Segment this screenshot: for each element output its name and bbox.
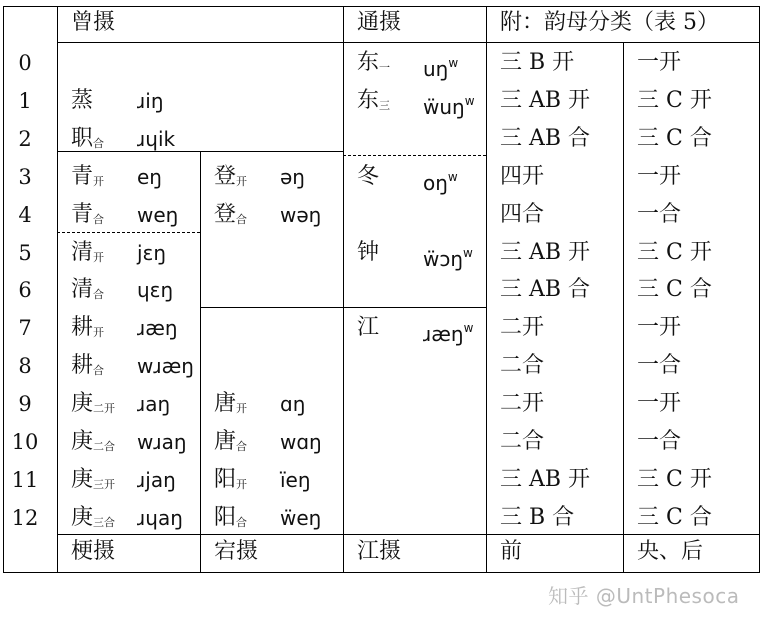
ipa-transcription: ɹɥaŋ xyxy=(137,505,183,530)
deng-dang-rule xyxy=(200,307,486,308)
labialization-mark: w xyxy=(463,245,473,260)
row-number: 0 xyxy=(18,51,32,75)
header-zeng: 曾摄 xyxy=(71,10,116,35)
geng-char xyxy=(71,391,115,422)
col-rule-5 xyxy=(623,42,624,573)
rhyme-qualifier: 三开 xyxy=(93,477,116,491)
rhyme-qualifier: 一 xyxy=(379,61,391,74)
ipa-transcription: ẅɔŋ xyxy=(423,246,464,271)
ipa-transcription: ɹiŋ xyxy=(137,88,164,113)
rhyme-character: 江 xyxy=(357,315,380,341)
ipa-transcription: ɑŋ xyxy=(280,392,306,417)
rhyme-character: 蒸 xyxy=(71,87,94,113)
class-front-cell: 三 AB 合 xyxy=(500,125,591,151)
rhyme-qualifier: 合 xyxy=(93,364,105,378)
tong-dashed-rule xyxy=(343,155,486,156)
class-back-cell: 一合 xyxy=(637,353,682,379)
ipa-transcription: eŋ xyxy=(137,164,162,189)
class-back-cell: 一合 xyxy=(637,429,682,454)
footer-geng: 梗摄 xyxy=(71,539,116,564)
rhyme-character: 耕 xyxy=(71,353,94,379)
col-rule-3 xyxy=(343,6,344,573)
rhyme-character: 庚 xyxy=(71,429,94,454)
geng-char xyxy=(71,505,115,536)
geng-char xyxy=(71,240,104,271)
ipa-transcription: ɹaŋ xyxy=(137,392,171,417)
class-front-cell: 四合 xyxy=(500,201,545,227)
rhyme-character: 唐 xyxy=(214,429,237,454)
geng-ipa xyxy=(137,202,178,228)
ipa-transcription: weŋ xyxy=(137,202,179,227)
class-back-cell: 三 C 开 xyxy=(637,87,712,113)
class-back-cell: 一开 xyxy=(637,50,682,75)
labialization-mark: w xyxy=(447,169,458,184)
rhyme-character: 青 xyxy=(71,201,94,227)
ipa-transcription: əŋ xyxy=(280,164,305,189)
deng-ipa xyxy=(280,164,305,190)
geng-ipa xyxy=(137,391,170,417)
rhyme-character: 耕 xyxy=(71,315,94,341)
ipa-transcription: ïeŋ xyxy=(280,467,311,492)
ipa-transcription: ɹæŋ xyxy=(423,322,464,347)
geng-char xyxy=(71,353,104,384)
tong-char xyxy=(357,240,379,266)
class-front-cell: 三 B 合 xyxy=(500,504,575,530)
rhyme-qualifier: 合 xyxy=(236,212,248,226)
header-tong: 通摄 xyxy=(357,10,402,35)
rhyme-qualifier: 开 xyxy=(93,250,105,264)
tong-ipa xyxy=(423,315,473,347)
header-rule xyxy=(57,42,760,43)
dang-ipa xyxy=(280,391,305,417)
class-back-cell: 一合 xyxy=(637,201,682,227)
footer-dang: 宕摄 xyxy=(214,539,259,564)
rhyme-character: 钟 xyxy=(357,239,380,265)
zeng-ipa xyxy=(137,88,164,114)
class-front-cell: 三 AB 开 xyxy=(500,466,591,492)
ipa-transcription: uŋ xyxy=(423,57,449,81)
geng-char xyxy=(71,164,104,195)
rhyme-qualifier: 开 xyxy=(236,174,248,188)
rhyme-character: 登 xyxy=(214,201,237,227)
row-number: 8 xyxy=(18,354,32,379)
class-front-cell: 二开 xyxy=(500,391,545,417)
footer-central-back: 央、后 xyxy=(637,539,704,564)
row-number: 4 xyxy=(18,202,32,227)
ipa-transcription: ɹɥik xyxy=(137,126,176,151)
class-back-cell: 三 C 合 xyxy=(637,125,712,151)
rhyme-qualifier: 合 xyxy=(236,515,248,529)
footer-jiang: 江摄 xyxy=(357,539,402,564)
class-front-cell: 三 B 开 xyxy=(500,50,575,75)
tong-char xyxy=(357,88,390,119)
rhyme-character: 东 xyxy=(357,87,380,113)
class-front-cell: 二合 xyxy=(500,353,545,379)
dang-ipa xyxy=(280,505,321,531)
geng-ipa xyxy=(137,467,176,493)
class-back-cell: 一开 xyxy=(637,315,682,341)
ipa-transcription: wɑŋ xyxy=(280,430,322,454)
geng-char xyxy=(71,202,104,233)
ipa-transcription: ẅuŋ xyxy=(423,94,465,119)
class-front-cell: 二合 xyxy=(500,429,545,454)
row-number: 2 xyxy=(18,126,32,151)
class-back-cell: 三 C 开 xyxy=(637,239,712,265)
deng-char xyxy=(214,164,247,195)
row-number: 1 xyxy=(18,88,32,113)
footer-rule xyxy=(57,534,760,535)
geng-char xyxy=(71,467,115,498)
deng-char xyxy=(214,202,247,233)
rhyme-character: 东 xyxy=(357,50,380,75)
class-back-cell: 一开 xyxy=(637,163,682,189)
rhyme-character: 庚 xyxy=(71,391,94,417)
header-appendix: 附：韵母分类（表 5） xyxy=(500,10,719,35)
class-front-cell: 三 AB 开 xyxy=(500,239,591,265)
rhyme-qualifier: 合 xyxy=(93,136,105,150)
geng-ipa xyxy=(137,277,173,303)
geng-char xyxy=(71,277,104,308)
rhyme-character: 清 xyxy=(71,277,94,303)
tong-ipa xyxy=(423,240,473,272)
tong-char xyxy=(357,50,390,81)
deng-ipa xyxy=(280,202,321,228)
rhyme-qualifier: 二合 xyxy=(93,440,116,453)
col-rule-4 xyxy=(486,6,487,573)
rhyme-qualifier: 合 xyxy=(93,212,105,226)
rhyme-character: 唐 xyxy=(214,391,237,417)
dang-char xyxy=(214,391,247,422)
dang-char xyxy=(214,505,247,536)
ipa-transcription: ẅeŋ xyxy=(280,505,322,530)
footer-front: 前 xyxy=(500,539,523,564)
zeng-char xyxy=(71,126,104,157)
geng-ipa xyxy=(137,505,183,531)
row-number: 5 xyxy=(18,240,32,265)
col-rule-2 xyxy=(200,151,201,573)
ipa-transcription: wɹæŋ xyxy=(137,354,194,379)
tong-ipa xyxy=(423,88,475,120)
rhyme-qualifier: 开 xyxy=(93,174,105,188)
geng-ipa xyxy=(137,353,194,379)
labialization-mark: w xyxy=(448,56,459,70)
row-number: 12 xyxy=(11,505,39,530)
row-number: 7 xyxy=(18,316,32,341)
watermark: 知乎 @UntPhesoca xyxy=(548,584,740,608)
ipa-transcription: oŋ xyxy=(423,170,448,195)
rhyme-qualifier: 开 xyxy=(236,402,248,416)
row-number: 10 xyxy=(11,430,39,454)
ipa-transcription: ɥɛŋ xyxy=(137,278,174,303)
rhyme-character: 庚 xyxy=(71,466,94,492)
rhyme-character: 庚 xyxy=(71,504,94,530)
rhyme-qualifier: 开 xyxy=(236,477,248,491)
class-front-cell: 四开 xyxy=(500,163,545,189)
ipa-transcription: ɹjaŋ xyxy=(137,467,176,492)
rhyme-qualifier: 三合 xyxy=(93,515,116,529)
labialization-mark: w xyxy=(464,93,475,108)
tong-ipa xyxy=(423,164,458,196)
rhyme-character: 阳 xyxy=(214,504,237,530)
class-front-cell: 三 AB 开 xyxy=(500,87,591,113)
rhyme-qualifier: 合 xyxy=(93,288,105,302)
rhyme-qualifier: 开 xyxy=(93,326,105,340)
col-rule-1 xyxy=(57,6,58,573)
geng-ipa xyxy=(137,315,178,341)
table-border-top xyxy=(3,6,760,7)
row-number: 9 xyxy=(18,392,32,417)
row-number: 11 xyxy=(11,467,39,492)
dang-ipa xyxy=(280,467,311,493)
dang-ipa xyxy=(280,429,322,455)
rhyme-qualifier: 合 xyxy=(236,440,248,453)
class-front-cell: 三 AB 合 xyxy=(500,277,591,303)
rhyme-qualifier: 二开 xyxy=(93,402,116,416)
ipa-transcription: wəŋ xyxy=(280,202,322,227)
row-number: 6 xyxy=(18,278,32,303)
geng-ipa xyxy=(137,429,187,455)
dang-char xyxy=(214,429,247,460)
dang-char xyxy=(214,467,247,498)
rhyme-character: 清 xyxy=(71,239,94,265)
class-back-cell: 三 C 开 xyxy=(637,466,712,492)
class-back-cell: 一开 xyxy=(637,391,682,417)
tong-char xyxy=(357,315,379,341)
geng-ipa xyxy=(137,240,166,266)
tong-ipa xyxy=(423,50,458,82)
rhyme-character: 阳 xyxy=(214,466,237,492)
zeng-char xyxy=(71,88,93,114)
ipa-transcription: jɛŋ xyxy=(137,240,167,265)
ipa-transcription: wɹaŋ xyxy=(137,430,187,454)
rhyme-table xyxy=(3,6,760,573)
table-border-bottom xyxy=(3,572,760,573)
geng-char xyxy=(71,315,104,346)
rhyme-character: 青 xyxy=(71,163,94,189)
class-front-cell: 二开 xyxy=(500,315,545,341)
rhyme-character: 职 xyxy=(71,125,94,151)
class-back-cell: 三 C 合 xyxy=(637,504,712,530)
zeng-ipa xyxy=(137,126,175,152)
row-number: 3 xyxy=(18,164,32,189)
rhyme-qualifier: 三 xyxy=(379,98,391,112)
labialization-mark: w xyxy=(463,321,474,336)
table-border-right xyxy=(759,6,760,573)
tong-char xyxy=(357,164,379,190)
rhyme-character: 登 xyxy=(214,163,237,189)
rhyme-character: 冬 xyxy=(357,163,380,189)
ipa-transcription: ɹæŋ xyxy=(137,316,178,341)
class-back-cell: 三 C 合 xyxy=(637,277,712,303)
geng-char xyxy=(71,429,115,460)
geng-ipa xyxy=(137,164,162,190)
